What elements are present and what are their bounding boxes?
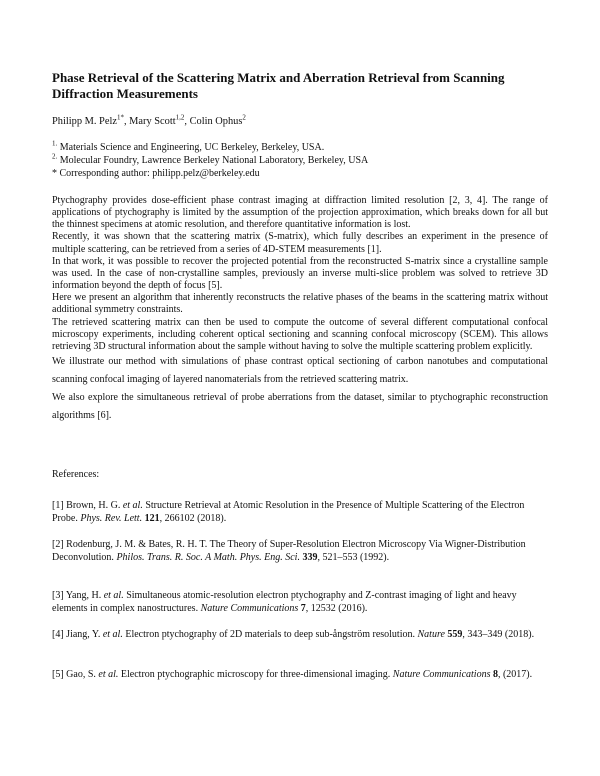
reference-item: [1] Brown, H. G. et al. Structure Retrieval at Atomic Resolution in the Presence of Multiple Scattering of the Electron Probe. Phys. Rev. Lett. 121, 266102 (2018). <box>52 500 525 524</box>
author: Colin Ophus$^2$ <box>189 113 246 127</box>
reference-item: [4] Jiang, Y. et al. Electron ptychography of 2D materials to deep sub-ångström resolution. Nature 559, 343–349 (2018). <box>52 629 535 640</box>
affiliation: $^{1.}$ Materials Science and Engineering, UC Berkeley, Berkeley, USA. <box>52 139 325 153</box>
affiliations <box>52 141 552 180</box>
author: Mary Scott$^{1,2}$, <box>129 113 190 127</box>
references-heading: References: <box>52 469 100 480</box>
author: Philipp M. Pelz$^{1*}$, <box>52 113 130 127</box>
paragraph: In that work, it was possible to recover the projected potential from the reconstructed S-matrix since a crystalline sample was used. In the case of non-crystalline samples, previously an inverse multi-slice problem was solved to retrieve 3D information beyond the depth of focus [5]. <box>52 255 548 292</box>
reference-item: [3] Yang, H. et al. Simultaneous atomic-resolution electron ptychography and Z-contrast imaging of light and heavy elements in complex nanostructures. Nature Communications 7, 12532 (2016). <box>52 590 517 614</box>
paragraph: Ptychography provides dose-efficient phase contrast imaging at diffraction limited resolution [2, 3, 4]. The range of applications of ptychography is limited by the assumption of the projection approximation, which breaks down for all but the thinnest specimens at atomic resolution, and therefore quantitative information is lost. <box>52 195 548 231</box>
corresponding-author: * Corresponding author: philipp.pelz@berkeley.edu <box>52 168 260 179</box>
affiliation: $^{2.}$ Molecular Foundry, Lawrence Berkeley National Laboratory, Berkeley, USA <box>52 152 369 166</box>
paragraph: The retrieved scattering matrix can then be used to compute the outcome of several different computational confocal microscopy experiments, including coherent optical sectioning and scanning confocal microscopy (SCEM). This allows retrieving 3D structural information about the sample without having to solve the multiple scattering problem explicitly. <box>52 316 548 352</box>
paragraph: Recently, it was shown that the scattering matrix (S-matrix), which fully describes an experiment in the presence of multiple scattering, can be retrieved from a series of 4D-STEM measurements [1]. <box>52 231 548 255</box>
reference-item: [5] Gao, S. et al. Electron ptychographic microscopy for three-dimensional imaging. Nature Communications 8, (2017). <box>52 669 533 680</box>
paragraph: Here we present an algorithm that inherently reconstructs the relative phases of the beams in the scattering matrix without additional symmetry constraints. <box>52 292 548 316</box>
paper-title: Phase Retrieval of the Scattering Matrix and Aberration Retrieval from Scanning Diffraction Measurements <box>52 70 505 101</box>
author-list <box>52 115 246 128</box>
abstract-body <box>52 195 548 425</box>
paragraph: We illustrate our method with simulations of phase contrast optical sectioning of carbon nanotubes and computational scanning confocal imaging of layered nanomaterials from the retrieved scattering matrix. <box>52 356 548 386</box>
reference-item: [2] Rodenburg, J. M. & Bates, R. H. T. The Theory of Super-Resolution Electron Microscopy Via Wigner-Distribution Deconvolution. Philos. Trans. R. Soc. A Math. Phys. Eng. Sci. 339, 521–553 (1992). <box>52 539 526 563</box>
paragraph: We also explore the simultaneous retrieval of probe aberrations from the dataset, similar to ptychographic reconstruction algorithms [6]. <box>52 392 548 422</box>
